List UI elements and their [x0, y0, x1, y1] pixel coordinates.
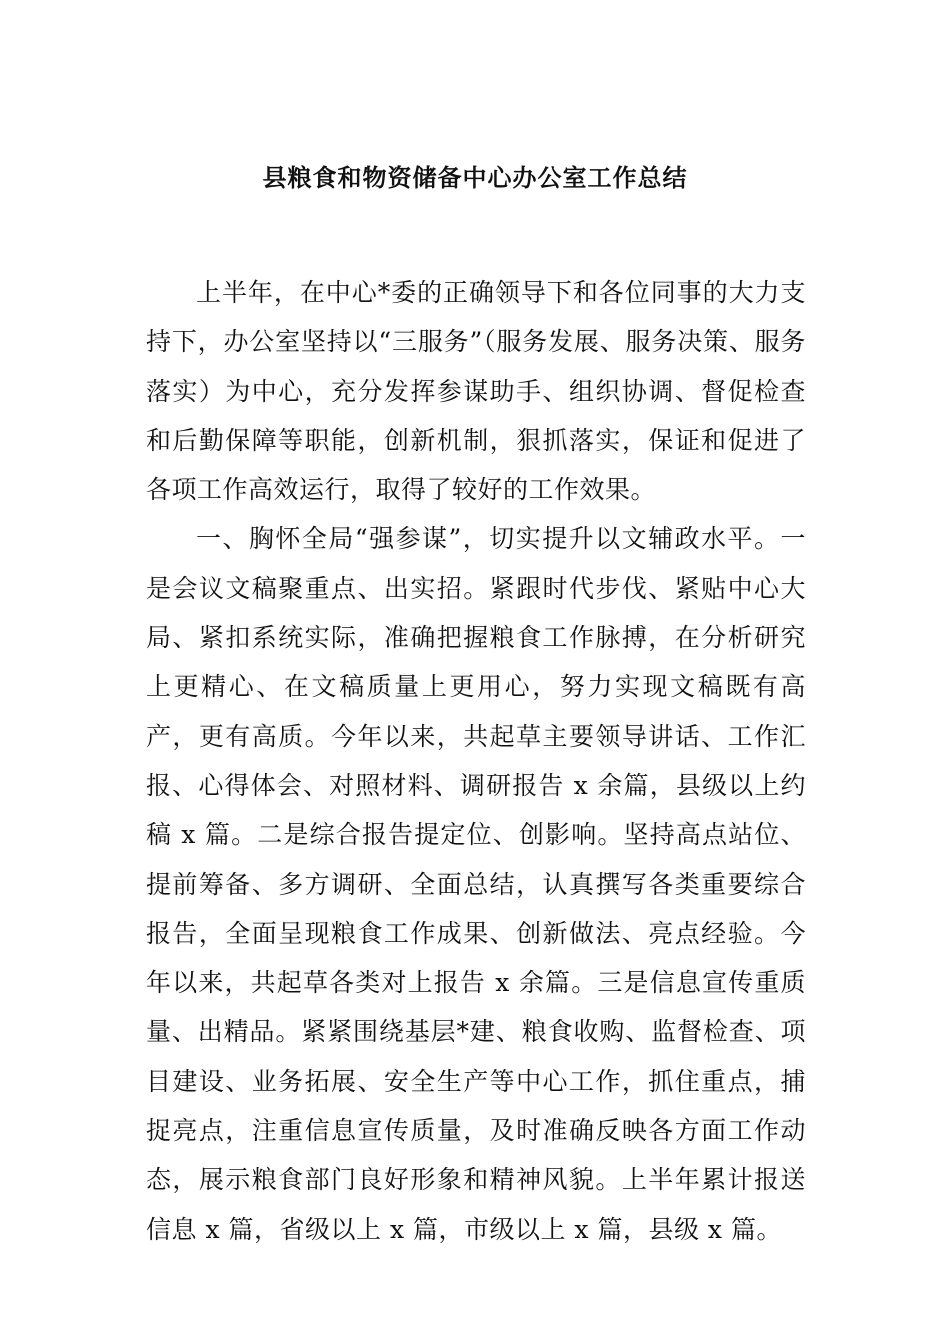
section-one-paragraph: 一、胸怀全局“强参谋”，切实提升以文辅政水平。一是会议文稿聚重点、出实招。紧跟时代步伐、紧贴中心大局、紧扣系统实际，准确把握粮食工作脉搏，在分析研究上更精心、在文稿质量上更用心，努力实现文稿既有高产，更有高质。今年以来，共起草主要领导讲话、工作汇报、心得体会、对照材料、调研报告 x 余篇，县级以上约稿 x 篇。二是综合报告提定位、创影响。坚持高点站位、提前筹备、多方调研、全面总结，认真撰写各类重要综合报告，全面呈现粮食工作成果、创新做法、亮点经验。今年以来，共起草各类对上报告 x 余篇。三是信息宣传重质量、出精品。紧紧围绕基层*建、粮食收购、监督检查、项目建设、业务拓展、安全生产等中心工作，抓住重点，捕捉亮点，注重信息宣传质量，及时准确反映各方面工作动态，展示粮食部门良好形象和精神风貌。上半年累计报送信息 x 篇，省级以上 x 篇，市级以上 x 篇，县级 x 篇。	[146, 524, 806, 1244]
document-body	[146, 268, 806, 1254]
intro-paragraph: 上半年，在中心*委的正确领导下和各位同事的大力支持下，办公室坚持以“三服务”（服务发展、服务决策、服务落实）为中心，充分发挥参谋助手、组织协调、督促检查和后勤保障等职能，创新机制，狠抓落实，保证和促进了各项工作高效运行，取得了较好的工作效果。	[146, 278, 806, 505]
document-title: 县粮食和物资储备中心办公室工作总结	[262, 163, 688, 192]
